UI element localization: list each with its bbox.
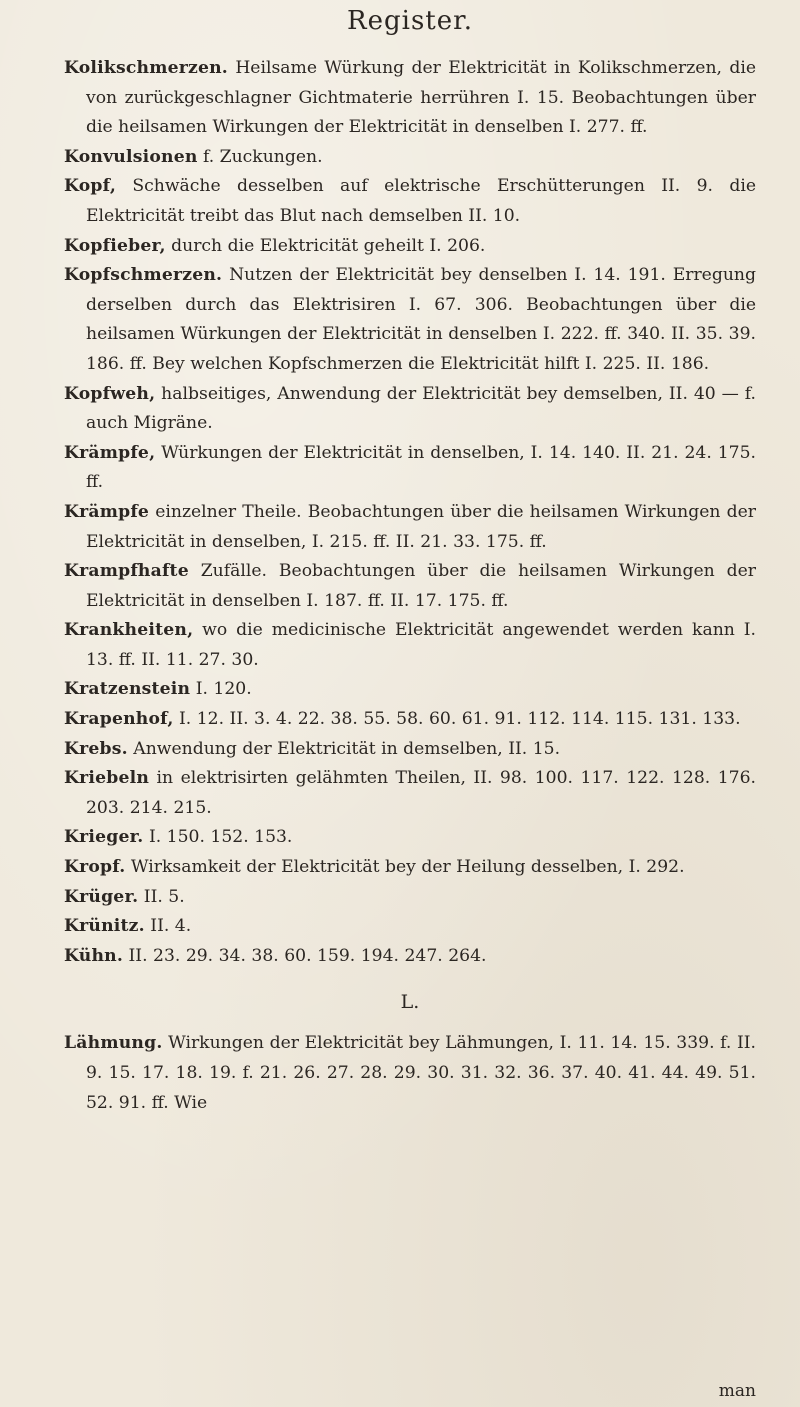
index-entry [64, 439, 756, 498]
index-entry [64, 143, 756, 173]
entry-text: wo die medicinische Elektricität angewendet werden kann I. 13. ff. II. 11. 27. 30. [86, 620, 756, 670]
entry-term: Kopfweh, [64, 383, 156, 404]
index-entry [64, 1029, 756, 1118]
entry-text: in elektrisirten gelähmten Theilen, II. 98. 100. 117. 122. 128. 176. 203. 214. 215. [86, 768, 756, 818]
index-entry [64, 705, 756, 735]
index-entry [64, 883, 756, 913]
entry-text: Würkungen der Elektricität in denselben, I. 14. 140. II. 21. 24. 175. ff. [86, 442, 756, 493]
entry-term: Kühn. [64, 945, 124, 966]
entry-text: I. 12. II. 3. 4. 22. 38. 55. 58. 60. 61. 91. 112. 114. 115. 131. 133. [173, 709, 741, 730]
index-entry [64, 232, 756, 262]
entry-term: Kropf. [64, 857, 126, 878]
entry-term: Krankheiten, [64, 620, 194, 641]
entry-term: Krieger. [64, 827, 144, 848]
section-letter: L. [400, 991, 420, 1014]
entry-text: Heilsame Würkung der Elektricität in Kolikschmerzen, die von zurückgeschlagner Gichtmaterie herrühren I. 15. Beobachtungen über die heilsamen Wirkungen der Elektricität in denselben I. 277. ff. [86, 58, 756, 138]
index-entry [64, 675, 756, 705]
entry-term: Krampfhafte [64, 561, 189, 582]
entry-text: Wirkungen der Elektricität bey Lähmungen, I. 11. 14. 15. 339. f. II. 9. 15. 17. 18. 19. f. 21. 26. 27. 28. 29. 30. 31. 32. 36. 37. 40. 41. 44. 49. 51. 52. 91. ff. Wie [86, 1033, 756, 1113]
entry-text: einzelner Theile. Beobachtungen über die heilsamen Wirkungen der Elektricität in denselben, I. 215. ff. II. 21. 33. 175. ff. [86, 501, 756, 552]
index-entry [64, 942, 756, 972]
entry-text: halbseitiges, Anwendung der Elektricität bey demselben, II. 40 — f. auch Migräne. [86, 383, 756, 434]
index-entry [64, 735, 756, 765]
index-entry [64, 823, 756, 853]
entry-term: Konvulsionen [64, 146, 198, 167]
entry-term: Kolikschmerzen. [64, 58, 228, 78]
entries-section-k [64, 54, 756, 971]
entry-text: Schwäche desselben auf elektrische Erschütterungen II. 9. die Elektricität treibt das Blut nach demselben II. 10. [86, 176, 756, 226]
entry-text: II. 23. 29. 34. 38. 60. 159. 194. 247. 264. [123, 945, 487, 966]
entry-term: Krapenhof, [64, 709, 174, 730]
index-entry [64, 912, 756, 942]
entry-text: Anwendung der Elektricität in demselben, II. 15. [127, 738, 561, 759]
entry-term: Lähmung. [64, 1033, 163, 1054]
index-entry [64, 764, 756, 823]
entry-text: Wirksamkeit der Elektricität bey der Heilung desselben, I. 292. [125, 857, 685, 878]
entry-text: II. 5. [138, 886, 185, 907]
entry-term: Kopfieber, [64, 235, 166, 256]
entry-text: I. 120. [190, 679, 252, 700]
entry-term: Kriebeln [64, 768, 150, 789]
entry-term: Kopf, [64, 176, 117, 197]
running-head: Register. [347, 6, 473, 36]
entry-text: f. Zuckungen. [197, 146, 323, 167]
entry-term: Krebs. [64, 738, 128, 759]
entry-term: Krämpfe, [64, 442, 156, 463]
index-entry [64, 557, 756, 616]
index-entry [64, 498, 756, 557]
index-entry [64, 616, 756, 675]
index-entry [64, 54, 756, 143]
entries-section-l [64, 1029, 756, 1118]
entry-term: Kopfschmerzen. [64, 265, 223, 286]
index-entry [64, 853, 756, 883]
entry-term: Krüger. [64, 886, 139, 907]
index-entry [64, 172, 756, 231]
catchword: man [718, 1381, 756, 1401]
entry-text: Nutzen der Elektricität bey denselben I. 14. 191. Erregung derselben durch das Elektrisiren I. 67. 306. Beobachtungen über die heilsamen Würkungen der Elektricität in denselben I. 222. ff. 340. II. 35. 39. 186. ff. Bey welchen Kopfschmerzen die Elektricität hilft I. 225. II. 186. [86, 265, 756, 374]
index-entry [64, 261, 756, 379]
index-entry [64, 380, 756, 439]
entry-text: I. 150. 152. 153. [143, 827, 293, 848]
entry-text: Zufälle. Beobachtungen über die heilsamen Wirkungen der Elektricität in denselben I. 187. ff. II. 17. 175. ff. [86, 561, 756, 611]
entry-text: durch die Elektricität geheilt I. 206. [165, 235, 486, 256]
entry-term: Krämpfe [64, 501, 150, 522]
entry-term: Kratzenstein [64, 679, 191, 700]
entry-term: Krünitz. [64, 916, 145, 937]
entry-text: II. 4. [144, 916, 192, 937]
